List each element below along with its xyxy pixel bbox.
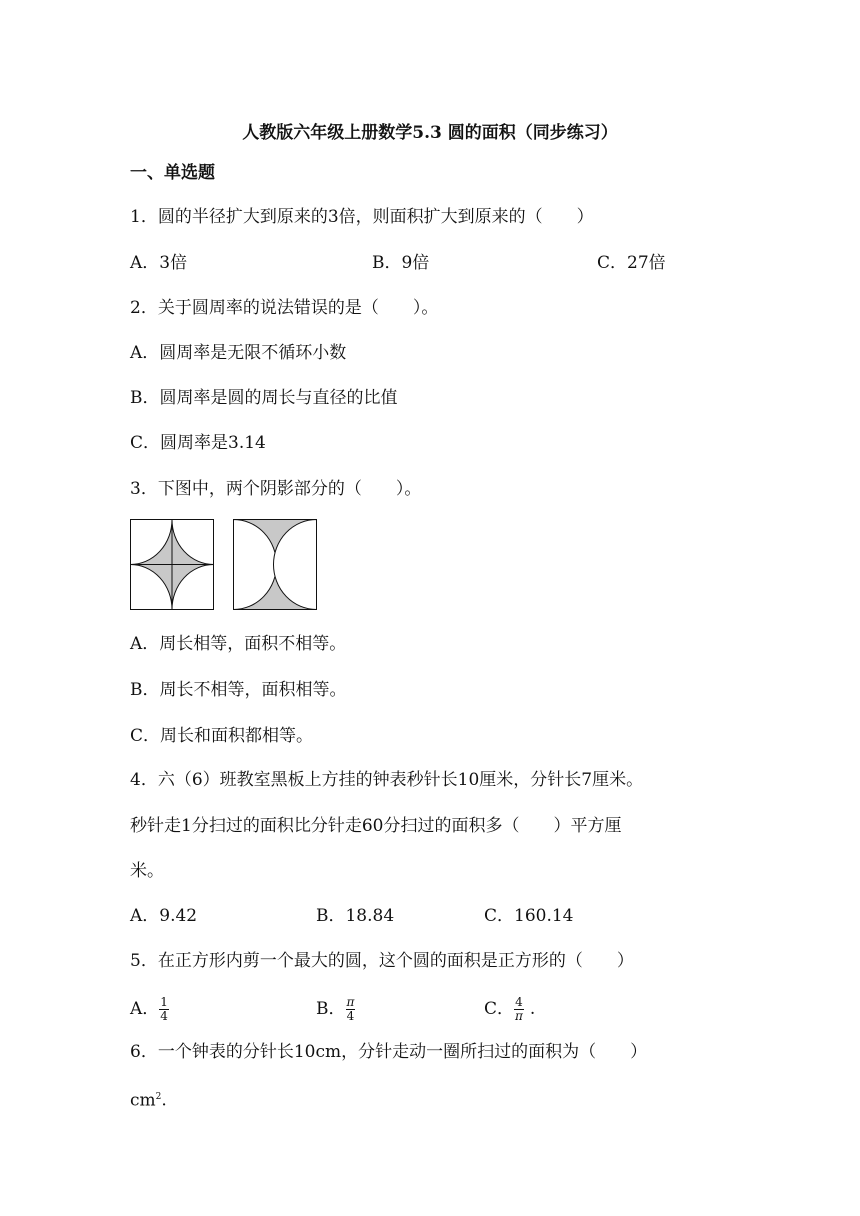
question-3-stem: 3．下图中，两个阴影部分的（ ）。 — [130, 479, 422, 499]
question-4-line-2: 秒针走1分扫过的面积比分针走60分扫过的面积多（ ）平方厘 — [130, 816, 622, 836]
question-1-option-c: C．27倍 — [597, 253, 666, 273]
fraction — [159, 996, 169, 1023]
denominator: π — [515, 1009, 523, 1023]
question-6-unit — [130, 1086, 167, 1112]
question-3-option-a: A．周长相等，面积不相等。 — [130, 634, 347, 654]
numerator: 4 — [515, 995, 523, 1009]
numerator: 1 — [160, 995, 168, 1009]
end-mark: . — [161, 1090, 167, 1111]
question-4-option-c: C．160.14 — [484, 906, 574, 926]
option-prefix: B． — [316, 999, 346, 1019]
question-2-stem: 2．关于圆周率的说法错误的是（ ）。 — [130, 298, 439, 318]
numerator: π — [346, 995, 355, 1009]
question-2-option-a: A．圆周率是无限不循环小数 — [130, 343, 347, 363]
question-5-option-a — [130, 992, 169, 1026]
question-5-option-b — [316, 992, 355, 1026]
question-1-option-b: B．9倍 — [372, 253, 430, 273]
unit-superscript: 2 — [155, 1092, 162, 1102]
question-4-option-b: B．18.84 — [316, 906, 395, 926]
question-2-option-b: B．圆周率是圆的周长与直径的比值 — [130, 388, 398, 408]
denominator: 4 — [346, 1009, 355, 1023]
figure-four-corner-arcs — [130, 519, 214, 610]
option-prefix: C． — [484, 999, 515, 1019]
question-5-option-c — [484, 992, 535, 1026]
question-3-option-b: B．周长不相等，面积相等。 — [130, 680, 347, 700]
question-5-stem: 5．在正方形内剪一个最大的圆，这个圆的面积是正方形的（ ） — [130, 951, 634, 971]
question-3-option-c: C．周长和面积都相等。 — [130, 726, 314, 746]
denominator: 4 — [160, 1009, 168, 1023]
question-4-line-3: 米。 — [130, 861, 164, 881]
option-suffix: . — [529, 999, 536, 1019]
question-4-line-1: 4．六（6）班教室黑板上方挂的钟表秒针长10厘米，分针长7厘米。 — [130, 770, 644, 790]
question-4-option-a: A．9.42 — [130, 906, 198, 926]
question-1-stem: 1．圆的半径扩大到原来的3倍，则面积扩大到原来的（ ） — [130, 207, 594, 227]
fraction — [514, 996, 524, 1023]
question-1-option-a: A．3倍 — [130, 253, 188, 273]
question-2-option-c: C．圆周率是3.14 — [130, 433, 266, 453]
page-title: 人教版六年级上册数学5.3 圆的面积（同步练习） — [242, 123, 618, 143]
figure-two-side-arcs — [233, 519, 317, 610]
question-6-stem: 6．一个钟表的分针长10cm，分针走动一圈所扫过的面积为（ ） — [130, 1042, 648, 1062]
fraction — [346, 996, 356, 1023]
unit-text: cm — [130, 1090, 156, 1111]
section-heading: 一、单选题 — [130, 163, 215, 183]
option-prefix: A． — [130, 999, 160, 1019]
